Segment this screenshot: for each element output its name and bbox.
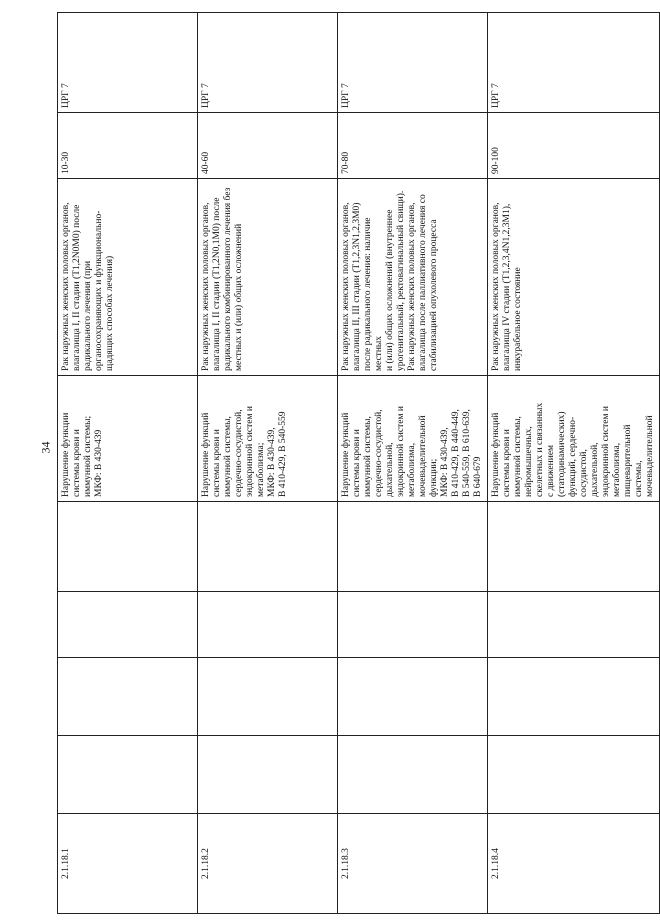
description-cell: Рак наружных женских половых органов, влагалища I, II стадии (Т1,2N0,1M0) после радикального комбинированного лечения без местных и (или) общих осложнений [198,179,338,376]
cell-empty [338,736,488,814]
percent-cell: 10-30 [58,113,198,179]
cell-empty [58,736,198,814]
row-code: 2.1.18.3 [338,814,488,914]
description-cell: Рак наружных женских половых органов, влагалища IV стадии (Т1,2,3,4N1,2,3M1), инкурабельное состояние [488,179,660,376]
document-table-container [57,13,655,914]
rotated-table [57,13,655,914]
note-cell: ЦРГ 7 [338,13,488,113]
impairment-cell: Нарушение функций системы крови и иммунной системы, нейромышечных, скелетных и связанных с движением (статодинамических) функций, сердечно- сосудистой, дыхательной, эндокринной систем и метаболизма, пищеварительной системы, мочевыделительной [488,376,660,502]
note-cell: ЦРГ 7 [58,13,198,113]
criteria-table [57,12,660,914]
impairment-cell: Нарушение функций системы крови и иммунной системы, сердечно-сосудистой, эндокринной систем и метаболизма; МКФ: В 430-439, В 410-429, В 540-559 [198,376,338,502]
cell-empty [488,502,660,592]
page-number: 34 [38,441,53,454]
cell-empty [58,592,198,658]
table-row [338,13,488,914]
percent-cell: 40-60 [198,113,338,179]
cell-empty [488,658,660,736]
table-row [198,13,338,914]
cell-empty [488,592,660,658]
impairment-cell: Нарушение функций системы крови и иммунной системы, сердечно-сосудистой, дыхательной, эндокринной систем и метаболизма, мочевыделительной функции; МКФ: В 430-439, В 410-429, В 440-449, В 540-559, В 610-639, В 640-679 [338,376,488,502]
cell-empty [338,592,488,658]
cell-empty [198,736,338,814]
description-cell: Рак наружных женских половых органов, влагалища I, II стадии (Т1,2N0M0) после радикального лечения (при органосохраняющих и функционально- щадящих способах лечения) [58,179,198,376]
table-row [488,13,660,914]
cell-empty [338,658,488,736]
row-code: 2.1.18.2 [198,814,338,914]
note-cell: ЦРГ 7 [488,13,660,113]
cell-empty [338,502,488,592]
cell-empty [198,502,338,592]
percent-cell: 90-100 [488,113,660,179]
cell-empty [58,502,198,592]
cell-empty [198,658,338,736]
cell-empty [198,592,338,658]
cell-empty [58,658,198,736]
table-row [58,13,198,914]
note-cell: ЦРГ 7 [198,13,338,113]
row-code: 2.1.18.4 [488,814,660,914]
row-code: 2.1.18.1 [58,814,198,914]
cell-empty [488,736,660,814]
percent-cell: 70-80 [338,113,488,179]
description-cell: Рак наружных женских половых органов, влагалища II, III стадии (Т1,2,3N1,2,3M0) после радикального лечения: наличие местных и (или) общих осложнений (внутреннее урогенитальный, ректовагинальный свищи). Рак наружных женских половых органов, влагалища после паллиативного лечения со стабилизацией опухолевого процесса [338,179,488,376]
impairment-cell: Нарушение функции системы крови и иммунной системы; МКФ: В 430-439 [58,376,198,502]
